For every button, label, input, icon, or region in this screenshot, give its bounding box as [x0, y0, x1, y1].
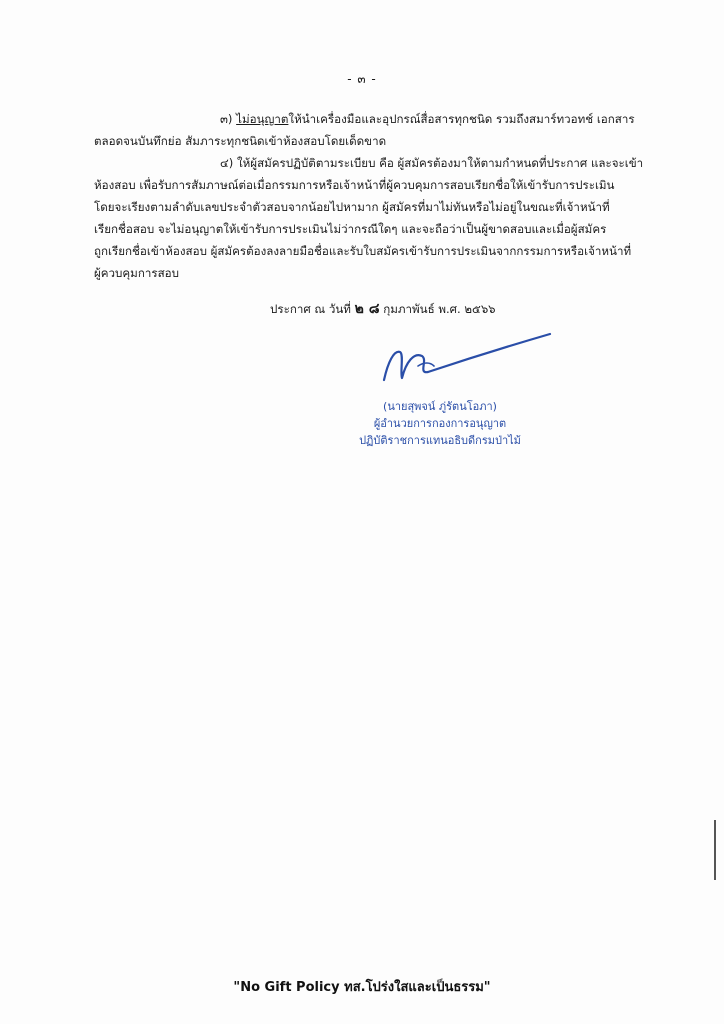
paragraph-4-line-2: ห้องสอบ เพื่อรับการสัมภาษณ์ต่อเมื่อกรรมการหรือเจ้าหน้าที่ผู้ควบคุมการสอบเรียกชื่อให้เข้ารับการประเมิน — [94, 178, 615, 192]
signer-block — [300, 398, 580, 449]
scan-edge-mark — [714, 820, 716, 880]
announcement-date-rest: กุมภาพันธ์ พ.ศ. ๒๕๖๖ — [383, 302, 496, 316]
paragraph-3-line-1-rest: ให้นำเครื่องมือและอุปกรณ์สื่อสารทุกชนิด รวมถึงสมาร์ทวอทช์ เอกสาร — [288, 112, 635, 126]
signature-stroke-accent — [418, 363, 434, 366]
paragraph-4-line-5: ถูกเรียกชื่อเข้าห้องสอบ ผู้สมัครต้องลงลายมือชื่อและรับใบสมัครเข้ารับการประเมินจากกรรมการหรือเจ้าหน้าที่ — [94, 244, 632, 258]
announcement-date-prefix: ประกาศ ณ วันที่ — [270, 302, 351, 316]
announcement-date-day: ๒ ๘ — [354, 301, 380, 317]
paragraph-4 — [94, 152, 644, 284]
page-number: - ๓ - — [347, 72, 377, 86]
paragraph-4-line-3: โดยจะเรียงตามลำดับเลขประจำตัวสอบจากน้อยไปหามาก ผู้สมัครที่มาไม่ทันหรือไม่อยู่ในขณะที่เจ้าหน้าที่ — [94, 200, 610, 214]
paragraph-4-line-6: ผู้ควบคุมการสอบ — [94, 266, 179, 280]
paragraph-3-line-1 — [94, 108, 640, 130]
paragraph-3 — [94, 108, 640, 152]
footer-slogan: "No Gift Policy ทส.โปร่งใสและเป็นธรรม" — [233, 980, 491, 995]
announcement-date — [270, 298, 496, 320]
paragraph-4-line-1: ๔) ให้ผู้สมัครปฏิบัติตามระเบียบ คือ ผู้สมัครต้องมาให้ตามกำหนดที่ประกาศ และจะเข้า — [220, 156, 644, 170]
paragraph-3-underlined-term: ไม่อนุญาต — [236, 112, 289, 126]
signer-acting: ปฏิบัติราชการแทนอธิบดีกรมป่าไม้ — [359, 434, 521, 447]
signature-stroke-main — [384, 334, 550, 380]
handwritten-signature — [378, 322, 558, 392]
signer-name: (นายสุพจน์ ภู่รัตนโอภา) — [383, 400, 497, 413]
paragraph-4-line-4: เรียกชื่อสอบ จะไม่อนุญาตให้เข้ารับการประเมินไม่ว่ากรณีใดๆ และจะถือว่าเป็นผู้ขาดสอบและเมื่อผู้สมัคร — [94, 222, 607, 236]
paragraph-3-line-2: ตลอดจนบันทึกย่อ สัมภาระทุกชนิดเข้าห้องสอบโดยเด็ดขาด — [94, 134, 387, 148]
signer-position: ผู้อำนวยการกองการอนุญาต — [373, 417, 507, 430]
paragraph-3-number: ๓) — [220, 112, 233, 126]
